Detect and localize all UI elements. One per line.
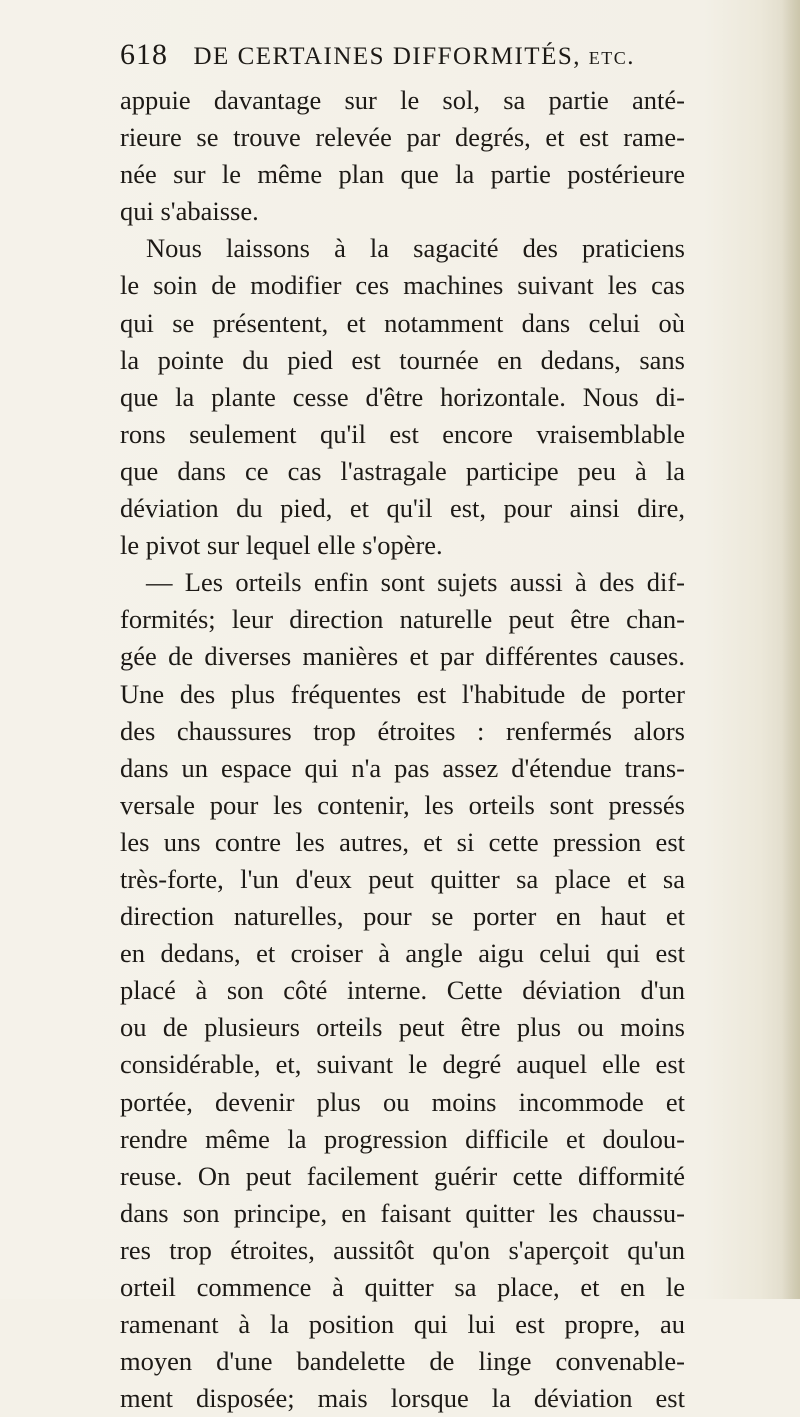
text-line: formités; leur direction naturelle peut être chan- xyxy=(120,604,685,635)
text-line: ment disposée; mais lorsque la déviation est xyxy=(120,1383,685,1414)
text-line: dans un espace qui n'a pas assez d'étendue trans- xyxy=(120,752,685,783)
text-line: — Les orteils enfin sont sujets aussi à des dif- xyxy=(146,567,685,598)
text-line: dans son principe, en faisant quitter les chaussu- xyxy=(120,1197,685,1228)
running-head: DE CERTAINES DIFFORMITÉS, etc. xyxy=(193,43,635,70)
text-line: ou de plusieurs orteils peut être plus ou moins xyxy=(120,1012,685,1043)
text-line: orteil commence à quitter sa place, et en le xyxy=(120,1272,685,1302)
text-line: versale pour les contenir, les orteils sont pressés xyxy=(120,789,685,820)
text-line: qui s'abaisse. xyxy=(120,196,259,227)
text-line: portée, devenir plus ou moins incommode et xyxy=(120,1086,685,1117)
text-line: que la plante cesse d'être horizontale. Nous di- xyxy=(120,381,685,412)
text-line: très-forte, l'un d'eux peut quitter sa place et sa xyxy=(120,863,685,894)
text-line: considérable, et, suivant le degré auquel elle est xyxy=(120,1049,685,1080)
text-line: la pointe du pied est tournée en dedans, sans xyxy=(120,344,685,375)
text-line: moyen d'une bandelette de linge convenable- xyxy=(120,1346,685,1377)
text-line: reuse. On peut facilement guérir cette difformité xyxy=(120,1160,685,1191)
text-line: rendre même la progression difficile et doulou- xyxy=(120,1123,685,1154)
text-line: en dedans, et croiser à angle aigu celui qui est xyxy=(120,938,685,969)
text-line: le pivot sur lequel elle s'opère. xyxy=(120,530,443,561)
text-line: qui se présentent, et notamment dans celui où xyxy=(120,307,685,338)
text-line: que dans ce cas l'astragale participe peu à la xyxy=(120,455,685,486)
text-line: res trop étroites, aussitôt qu'on s'aperçoit qu'un xyxy=(120,1234,685,1265)
text-line: le soin de modifier ces machines suivant les cas xyxy=(120,270,685,301)
text-line: appuie davantage sur le sol, sa partie anté- xyxy=(120,85,685,115)
page-header xyxy=(120,38,680,78)
text-line: déviation du pied, et qu'il est, pour ainsi dire, xyxy=(120,493,685,524)
text-line: Une des plus fréquentes est l'habitude de porter xyxy=(120,678,685,709)
text-line: direction naturelles, pour se porter en haut et xyxy=(120,901,685,932)
text-line: rons seulement qu'il est encore vraisemblable xyxy=(120,418,685,449)
text-line: les uns contre les autres, et si cette pression est xyxy=(120,826,685,857)
text-line: rieure se trouve relevée par degrés, et est rame- xyxy=(120,122,685,153)
text-line: Nous laissons à la sagacité des praticiens xyxy=(146,233,685,264)
text-line: ramenant à la position qui lui est propre, au xyxy=(120,1309,685,1340)
page-edge-shadow xyxy=(782,0,800,1299)
body-text xyxy=(120,82,685,1417)
text-line: des chaussures trop étroites : renfermés alors xyxy=(120,715,685,746)
text-line: née sur le même plan que la partie postérieure xyxy=(120,159,685,190)
text-line: gée de diverses manières et par différentes causes. xyxy=(120,641,685,672)
text-line: placé à son côté interne. Cette déviation d'un xyxy=(120,975,685,1006)
page-number: 618 xyxy=(120,38,168,71)
